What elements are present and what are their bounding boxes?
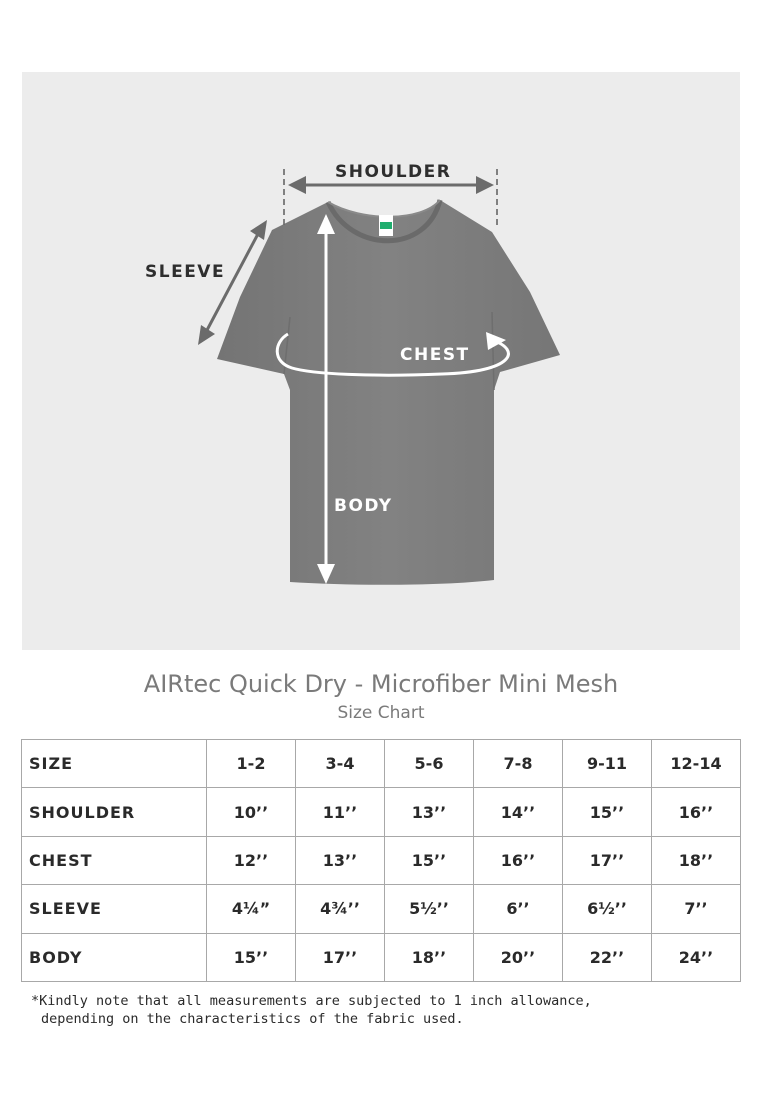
size-header-cell: 1-2 bbox=[207, 740, 296, 788]
row-label: SHOULDER bbox=[22, 788, 207, 836]
shirt-measurement-figure bbox=[22, 72, 740, 650]
size-header-cell: 5-6 bbox=[385, 740, 474, 788]
note-line-2: depending on the characteristics of the fabric used. bbox=[41, 1011, 464, 1027]
size-header-cell: 9-11 bbox=[563, 740, 652, 788]
size-header-cell: 3-4 bbox=[296, 740, 385, 788]
chest-label: CHEST bbox=[400, 345, 470, 365]
table-row bbox=[22, 788, 741, 836]
table-cell: 16’’ bbox=[474, 836, 563, 884]
table-cell: 15’’ bbox=[385, 836, 474, 884]
table-cell: 12’’ bbox=[207, 836, 296, 884]
table-cell: 22’’ bbox=[563, 933, 652, 981]
table-cell: 15’’ bbox=[207, 933, 296, 981]
size-header-cell: 7-8 bbox=[474, 740, 563, 788]
row-label: CHEST bbox=[22, 836, 207, 884]
row-label: SLEEVE bbox=[22, 885, 207, 933]
table-cell: 4¼” bbox=[207, 885, 296, 933]
table-cell: 15’’ bbox=[563, 788, 652, 836]
table-row bbox=[22, 836, 741, 884]
size-header-label: SIZE bbox=[22, 740, 207, 788]
table-cell: 16’’ bbox=[652, 788, 741, 836]
table-cell: 10’’ bbox=[207, 788, 296, 836]
table-cell: 17’’ bbox=[296, 933, 385, 981]
table-cell: 13’’ bbox=[296, 836, 385, 884]
table-cell: 6’’ bbox=[474, 885, 563, 933]
row-label: BODY bbox=[22, 933, 207, 981]
table-cell: 20’’ bbox=[474, 933, 563, 981]
table-row bbox=[22, 933, 741, 981]
table-cell: 4¾’’ bbox=[296, 885, 385, 933]
table-cell: 11’’ bbox=[296, 788, 385, 836]
measurement-note bbox=[31, 992, 731, 1028]
table-cell: 5½’’ bbox=[385, 885, 474, 933]
table-cell: 14’’ bbox=[474, 788, 563, 836]
table-cell: 17’’ bbox=[563, 836, 652, 884]
shoulder-label: SHOULDER bbox=[335, 162, 452, 182]
table-cell: 18’’ bbox=[385, 933, 474, 981]
sleeve-label: SLEEVE bbox=[145, 262, 226, 282]
product-title: AIRtec Quick Dry - Microfiber Mini Mesh bbox=[143, 670, 619, 698]
table-header-row bbox=[22, 740, 741, 788]
table-cell: 6½’’ bbox=[563, 885, 652, 933]
table-cell: 18’’ bbox=[652, 836, 741, 884]
t-shirt-shape bbox=[217, 200, 560, 585]
table-cell: 24’’ bbox=[652, 933, 741, 981]
size-chart-table bbox=[21, 739, 741, 982]
table-cell: 7’’ bbox=[652, 885, 741, 933]
table-cell: 13’’ bbox=[385, 788, 474, 836]
body-label: BODY bbox=[334, 496, 393, 516]
size-header-cell: 12-14 bbox=[652, 740, 741, 788]
shirt-illustration bbox=[22, 72, 740, 650]
table-row bbox=[22, 885, 741, 933]
chart-subtitle: Size Chart bbox=[337, 703, 425, 723]
note-line-1: *Kindly note that all measurements are subjected to 1 inch allowance, bbox=[31, 993, 592, 1009]
